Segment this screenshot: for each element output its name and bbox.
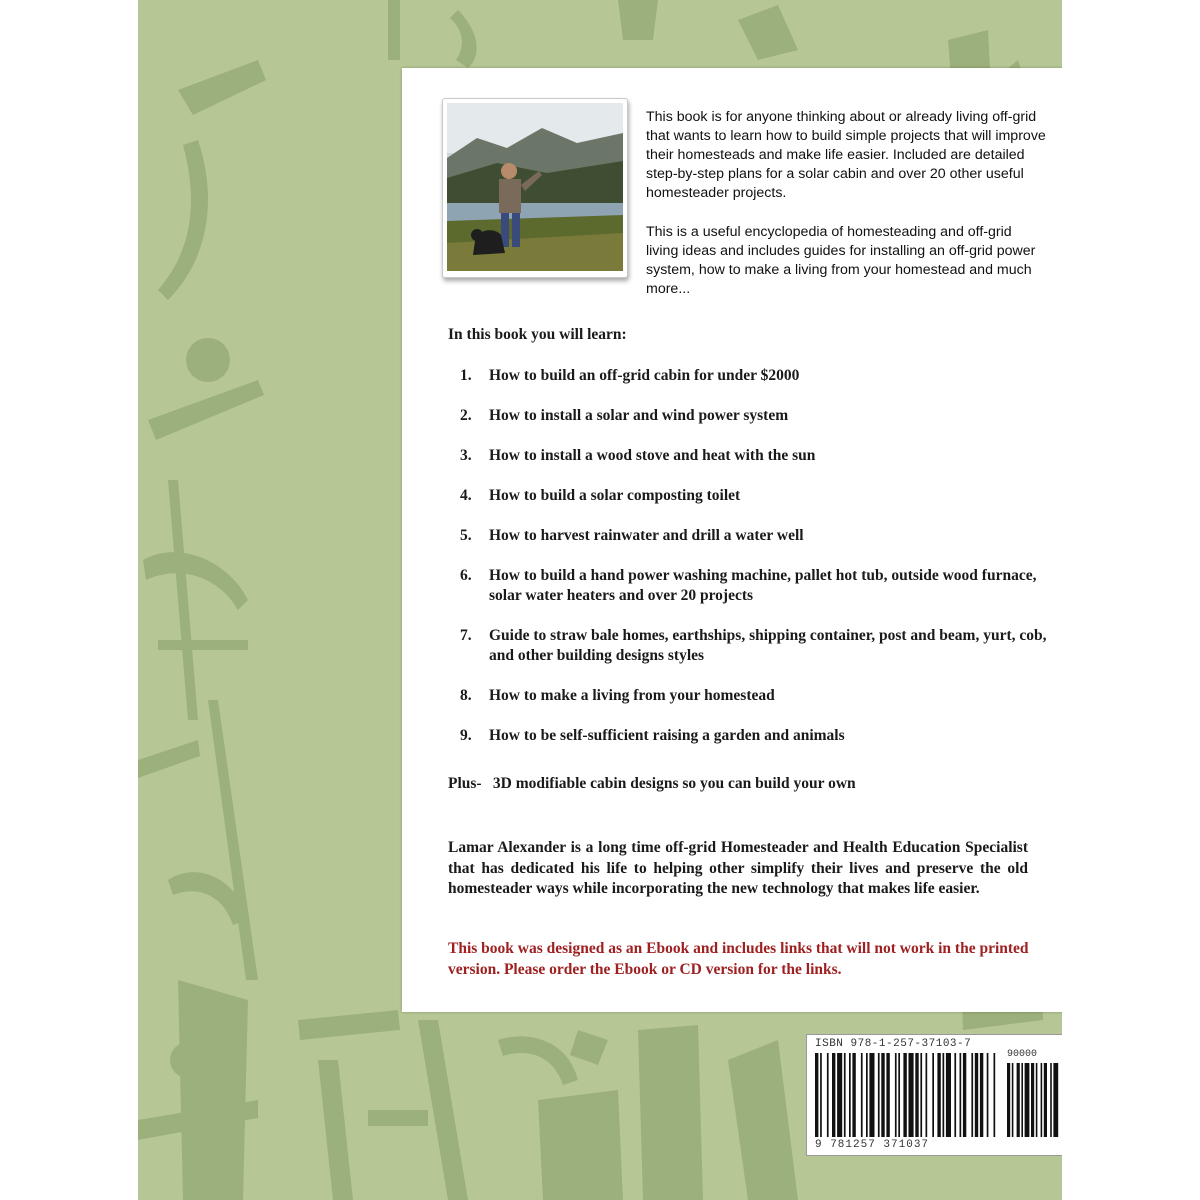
barcode-bar: [932, 1053, 934, 1137]
barcode-bar: [987, 1053, 989, 1137]
barcode-bar: [886, 1053, 889, 1137]
barcode-bars: [807, 1035, 1062, 1155]
barcode-bar: [898, 1053, 900, 1137]
learn-list: [460, 366, 1050, 766]
list-number: 2.: [460, 407, 472, 424]
barcode-bar: [895, 1053, 897, 1137]
barcode-bar: [971, 1053, 973, 1137]
barcode-bar: [878, 1053, 880, 1137]
list-number: 8.: [460, 687, 472, 704]
list-text: How to build a hand power washing machine, pallet hot tub, outside wood furnace, solar water heaters and over 20 projects: [489, 567, 1037, 604]
plus-label: Plus-: [448, 775, 482, 792]
barcode-bar: [963, 1053, 966, 1137]
list-text: How to install a solar and wind power system: [489, 407, 789, 424]
barcode-bar: [960, 1053, 962, 1137]
ebook-note: This book was designed as an Ebook and includes links that will not work in the printed version. Please order the Ebook or CD version for the links.: [448, 940, 1029, 978]
plus-line: [448, 775, 856, 793]
barcode-addon-bar: [1050, 1063, 1052, 1137]
author-bio: Lamar Alexander is a long time off-grid Homesteader and Health Education Specialist that has dedicated his life to helping other simplify their lives and preserve the old homesteader ways while incorporating the new technology that makes life easier.: [448, 839, 1028, 897]
learn-heading: In this book you will learn:: [448, 326, 627, 343]
isbn-barcode: [806, 1034, 1062, 1156]
barcode-addon-bar: [1041, 1063, 1043, 1137]
author-photo: [442, 98, 628, 278]
barcode-bar: [954, 1053, 956, 1137]
barcode-bar: [869, 1053, 874, 1137]
barcode-bar: [852, 1053, 855, 1137]
barcode-bar: [861, 1053, 863, 1137]
barcode-addon-bar: [1053, 1063, 1058, 1137]
barcode-bar: [926, 1053, 928, 1137]
barcode-addon-bar: [1017, 1063, 1020, 1137]
list-number: 7.: [460, 627, 472, 644]
barcode-addon-bar: [1036, 1063, 1038, 1137]
barcode-bar: [980, 1053, 983, 1137]
list-number: 3.: [460, 447, 472, 464]
barcode-bar: [866, 1053, 868, 1137]
list-text: How to build a solar composting toilet: [489, 487, 741, 504]
barcode-digits: 9 781257 371037: [815, 1139, 930, 1151]
barcode-bar: [994, 1053, 996, 1137]
list-text: How to harvest rainwater and drill a water well: [489, 527, 804, 544]
intro-text: [646, 108, 1046, 319]
list-number: 6.: [460, 567, 472, 584]
barcode-bar: [815, 1053, 818, 1137]
list-item: [460, 626, 1050, 666]
list-item: [460, 486, 1050, 506]
list-item: [460, 446, 1050, 466]
list-item: [460, 526, 1050, 546]
list-number: 4.: [460, 487, 472, 504]
barcode-bar: [937, 1053, 940, 1137]
barcode-addon-bar: [1012, 1063, 1014, 1137]
book-back-cover: [138, 0, 1062, 1200]
intro-paragraph-2: This is a useful encyclopedia of homesteading and off-grid living ideas and includes guides for installing an off-grid power system, how to make a living from your homestead and much more...: [646, 224, 1036, 297]
barcode-addon-bar: [1044, 1063, 1047, 1137]
barcode-bar: [837, 1053, 842, 1137]
isbn-text: ISBN 978-1-257-37103-7: [815, 1038, 972, 1050]
barcode-bar: [946, 1053, 951, 1137]
barcode-addon-digits: 90000: [1007, 1049, 1038, 1060]
text-panel: [402, 68, 1062, 1012]
list-item: [460, 406, 1050, 426]
barcode-bar: [881, 1053, 884, 1137]
author-photo-image: [447, 103, 623, 271]
list-item: [460, 686, 1050, 706]
barcode-bar: [827, 1053, 829, 1137]
list-item: [460, 366, 1050, 386]
list-item: [460, 726, 1050, 746]
barcode-bar: [820, 1053, 822, 1137]
barcode-bar: [915, 1053, 918, 1137]
list-text: Guide to straw bale homes, earthships, shipping container, post and beam, yurt, cob, and other building designs styles: [489, 627, 1047, 664]
list-text: How to be self-sufficient raising a garden and animals: [489, 727, 845, 744]
intro-paragraph-1: This book is for anyone thinking about or already living off-grid that wants to learn how to build simple projects that will improve their homesteads and make life easier. Included are detailed step-by-step plans for a solar cabin and over 20 other useful homesteader projects.: [646, 109, 1046, 201]
barcode-bar: [943, 1053, 945, 1137]
plus-text: 3D modifiable cabin designs so you can build your own: [492, 775, 856, 792]
list-item: [460, 566, 1050, 606]
barcode-bar: [920, 1053, 922, 1137]
barcode-addon-bar: [1025, 1063, 1030, 1137]
list-number: 5.: [460, 527, 472, 544]
barcode-bar: [909, 1053, 914, 1137]
barcode-bar: [849, 1053, 851, 1137]
barcode-addon-bar: [1021, 1063, 1023, 1137]
list-number: 9.: [460, 727, 472, 744]
list-text: How to make a living from your homestead: [489, 687, 775, 704]
list-text: How to build an off-grid cabin for under $2000: [489, 367, 800, 384]
list-text: How to install a wood stove and heat with the sun: [489, 447, 816, 464]
barcode-addon-bar: [1031, 1063, 1034, 1137]
barcode-addon-bar: [1007, 1063, 1010, 1137]
barcode-bar: [903, 1053, 906, 1137]
barcode-bar: [844, 1053, 846, 1137]
list-number: 1.: [460, 367, 472, 384]
barcode-bar: [975, 1053, 978, 1137]
barcode-bar: [832, 1053, 835, 1137]
